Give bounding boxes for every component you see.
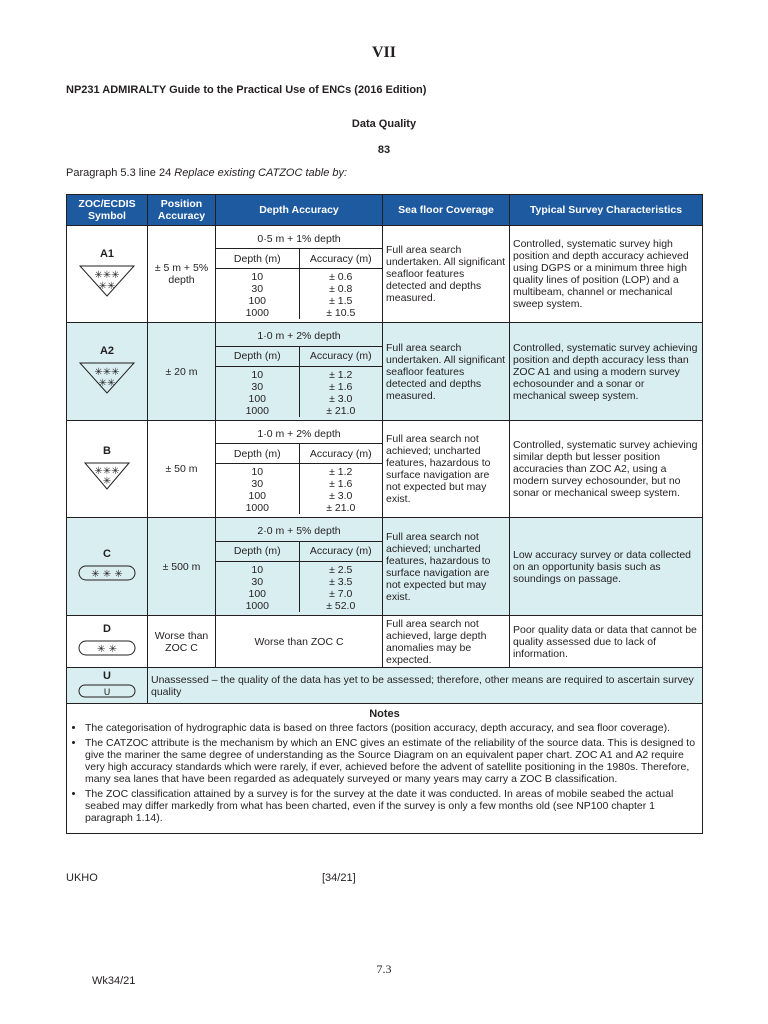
zoc-b-symbol-icon bbox=[82, 461, 132, 491]
sea-floor-coverage: Full area search undertaken. All significant seafloor features detected and depths measured. bbox=[383, 323, 510, 421]
paragraph-instruction bbox=[66, 167, 347, 179]
table-header-row bbox=[67, 195, 703, 226]
zoc-symbol-cell bbox=[67, 668, 148, 704]
list-item: • The CATZOC attribute is the mechanism by which an ENC gives an estimate of the reliability of the source data. This is designed to give the mariner the same degree of understanding as the Source Diagram on an equivalent paper chart. ZOC A1 and A2 require very high accuracy standards which were rarely, if ever, achieved before the advent of satellite positioning in the 1980s. Therefore, many sea lanes that have been regarded as adequately surveyed or many years may carry a ZOC B classification. bbox=[85, 737, 696, 785]
zoc-label: A2 bbox=[99, 345, 115, 357]
notes-heading: Notes bbox=[369, 708, 400, 720]
unassessed-description: Unassessed – the quality of the data has yet to be assessed; therefore, other means are required to ascertain survey quality bbox=[148, 668, 703, 704]
svg-text:✳✳✳: ✳✳✳ bbox=[94, 465, 120, 477]
section-number: 83 bbox=[377, 144, 391, 156]
survey-characteristics: Poor quality data or data that cannot be quality assessed due to lack of information. bbox=[510, 616, 703, 668]
position-accuracy: ± 5 m + 5% depth bbox=[148, 226, 216, 323]
notes-row bbox=[67, 704, 703, 834]
sea-floor-coverage: Full area search not achieved; uncharted features, hazardous to surface navigation are not expected but may exist. bbox=[383, 421, 510, 518]
depth-formula: 2·0 m + 5% depth bbox=[216, 522, 382, 542]
depth-formula: 1·0 m + 2% depth bbox=[257, 427, 341, 440]
depth-accuracy-cell bbox=[216, 518, 383, 616]
zoc-symbol-cell bbox=[67, 323, 148, 421]
list-item: • The categorisation of hydrographic data is based on three factors (position accuracy, depth accuracy, and sea floor coverage). bbox=[85, 722, 696, 734]
depth-accuracy-text: Worse than ZOC C bbox=[216, 616, 383, 668]
accuracy-col-label: Accuracy (m) bbox=[299, 444, 382, 464]
zoc-c-symbol-icon bbox=[77, 564, 137, 582]
header-position-accuracy: Position Accuracy bbox=[148, 195, 216, 226]
zoc-label: C bbox=[103, 548, 111, 560]
depth-values: 10 30 100 1000 bbox=[245, 466, 269, 514]
depth-values: 10 30 100 1000 bbox=[245, 271, 269, 319]
depth-formula: 0·5 m + 1% depth bbox=[257, 232, 341, 245]
depth-col-label: Depth (m) bbox=[216, 541, 299, 561]
accuracy-values: ± 1.2 ± 1.6 ± 3.0 ± 21.0 bbox=[299, 464, 382, 515]
depth-col-label: Depth (m) bbox=[216, 346, 299, 366]
zoc-label: B bbox=[103, 444, 111, 457]
paragraph-action: Replace existing CATZOC table by: bbox=[174, 167, 348, 179]
accuracy-values: ± 2.5 ± 3.5 ± 7.0 ± 52.0 bbox=[299, 561, 382, 612]
svg-text:✳✳✳: ✳✳✳ bbox=[94, 367, 120, 378]
sea-floor-coverage: Full area search not achieved; uncharted features, hazardous to surface navigation are not expected but may exist. bbox=[383, 518, 510, 616]
paragraph-ref: Paragraph 5.3 line 24 bbox=[66, 167, 172, 179]
accuracy-col-label: Accuracy (m) bbox=[299, 346, 382, 366]
svg-text:✳ ✳ ✳: ✳ ✳ ✳ bbox=[91, 569, 123, 580]
svg-text:✳✳: ✳✳ bbox=[98, 280, 116, 292]
depth-subtable bbox=[216, 522, 382, 612]
document-title: NP231 ADMIRALTY Guide to the Practical Use of ENCs (2016 Edition) bbox=[66, 84, 427, 96]
survey-characteristics: Low accuracy survey or data collected on an opportunity basis such as soundings on passage. bbox=[510, 518, 703, 616]
notes-cell bbox=[67, 704, 703, 834]
depth-accuracy-cell bbox=[216, 421, 383, 518]
table-row bbox=[67, 616, 703, 668]
zoc-u-symbol-text: U bbox=[103, 687, 111, 698]
position-accuracy: ± 20 m bbox=[148, 323, 216, 421]
survey-characteristics: Controlled, systematic survey high position and depth accuracy achieved using DGPS or a minimum three high quality lines of position (LOP) and a multibeam, channel or mechanical sweep system. bbox=[510, 226, 703, 323]
page-number: 7.3 bbox=[376, 962, 392, 976]
footer-reference: [34/21] bbox=[322, 872, 356, 884]
zoc-symbol-cell bbox=[67, 226, 148, 323]
accuracy-values: ± 0.6 ± 0.8 ± 1.5 ± 10.5 bbox=[299, 269, 382, 320]
list-item: • The ZOC classification attained by a survey is for the survey at the date it was conducted. In areas of mobile seabed the actual seabed may differ markedly from what has been charted, even if the survey is only a few months old (see NP100 chapter 1 paragraph 1.14). bbox=[85, 788, 696, 824]
table-row bbox=[67, 518, 703, 616]
week-number: Wk34/21 bbox=[92, 975, 136, 987]
zoc-label: D bbox=[103, 623, 111, 635]
depth-col-label: Depth (m) bbox=[216, 444, 299, 464]
position-accuracy: Worse than ZOC C bbox=[148, 616, 216, 668]
depth-values: 10 30 100 1000 bbox=[216, 366, 299, 417]
table-row bbox=[67, 421, 703, 518]
header-depth-accuracy: Depth Accuracy bbox=[216, 195, 383, 226]
survey-characteristics: Controlled, systematic survey achieving position and depth accuracy less than ZOC A1 and using a modern survey echosounder and a sonar or mechanical sweep system. bbox=[510, 323, 703, 421]
zoc-label: U bbox=[103, 669, 111, 682]
svg-text:✳: ✳ bbox=[102, 475, 112, 487]
zoc-symbol-cell bbox=[67, 616, 148, 668]
header-sea-floor-coverage: Sea floor Coverage bbox=[383, 195, 510, 226]
zoc-a1-symbol-icon bbox=[77, 264, 137, 298]
position-accuracy: ± 500 m bbox=[148, 518, 216, 616]
accuracy-values: ± 1.2 ± 1.6 ± 3.0 ± 21.0 bbox=[299, 366, 382, 417]
table-row bbox=[67, 668, 703, 704]
zoc-d-symbol-icon bbox=[77, 639, 137, 657]
svg-text:✳✳: ✳✳ bbox=[98, 378, 116, 389]
footer-publisher: UKHO bbox=[66, 872, 98, 884]
table-row bbox=[67, 226, 703, 323]
zoc-a2-symbol-icon bbox=[77, 361, 137, 395]
position-accuracy: ± 50 m bbox=[148, 421, 216, 518]
catzoc-table bbox=[66, 194, 703, 834]
zoc-u-symbol-icon bbox=[77, 683, 137, 699]
zoc-symbol-cell bbox=[67, 421, 148, 518]
svg-text:✳✳✳: ✳✳✳ bbox=[94, 269, 120, 281]
survey-characteristics: Controlled, systematic survey achieving similar depth but lesser position accuracies than ZOC A2, using a modern survey echosounder, but no sonar or mechanical sweep system. bbox=[510, 421, 703, 518]
table-row bbox=[67, 323, 703, 421]
depth-subtable bbox=[216, 229, 382, 319]
depth-accuracy-cell bbox=[216, 323, 383, 421]
roman-numeral: VII bbox=[371, 44, 396, 61]
depth-col-label: Depth (m) bbox=[216, 249, 299, 269]
sea-floor-coverage: Full area search undertaken. All significant seafloor features detected and depths measured. bbox=[383, 226, 510, 323]
depth-subtable bbox=[216, 327, 382, 417]
accuracy-col-label: Accuracy (m) bbox=[299, 249, 382, 269]
accuracy-col-label: Accuracy (m) bbox=[299, 541, 382, 561]
header-zoc-symbol: ZOC/ECDIS Symbol bbox=[67, 195, 148, 226]
depth-formula: 1·0 m + 2% depth bbox=[216, 327, 382, 347]
depth-values: 10 30 100 1000 bbox=[216, 561, 299, 612]
sea-floor-coverage: Full area search not achieved, large depth anomalies may be expected. bbox=[383, 616, 510, 668]
depth-accuracy-cell bbox=[216, 226, 383, 323]
depth-subtable bbox=[216, 424, 382, 514]
section-title: Data Quality bbox=[351, 118, 417, 130]
header-survey-characteristics: Typical Survey Characteristics bbox=[510, 195, 703, 226]
zoc-symbol-cell bbox=[67, 518, 148, 616]
notes-list bbox=[73, 722, 696, 824]
zoc-label: A1 bbox=[99, 247, 115, 260]
svg-text:✳ ✳: ✳ ✳ bbox=[97, 644, 117, 655]
